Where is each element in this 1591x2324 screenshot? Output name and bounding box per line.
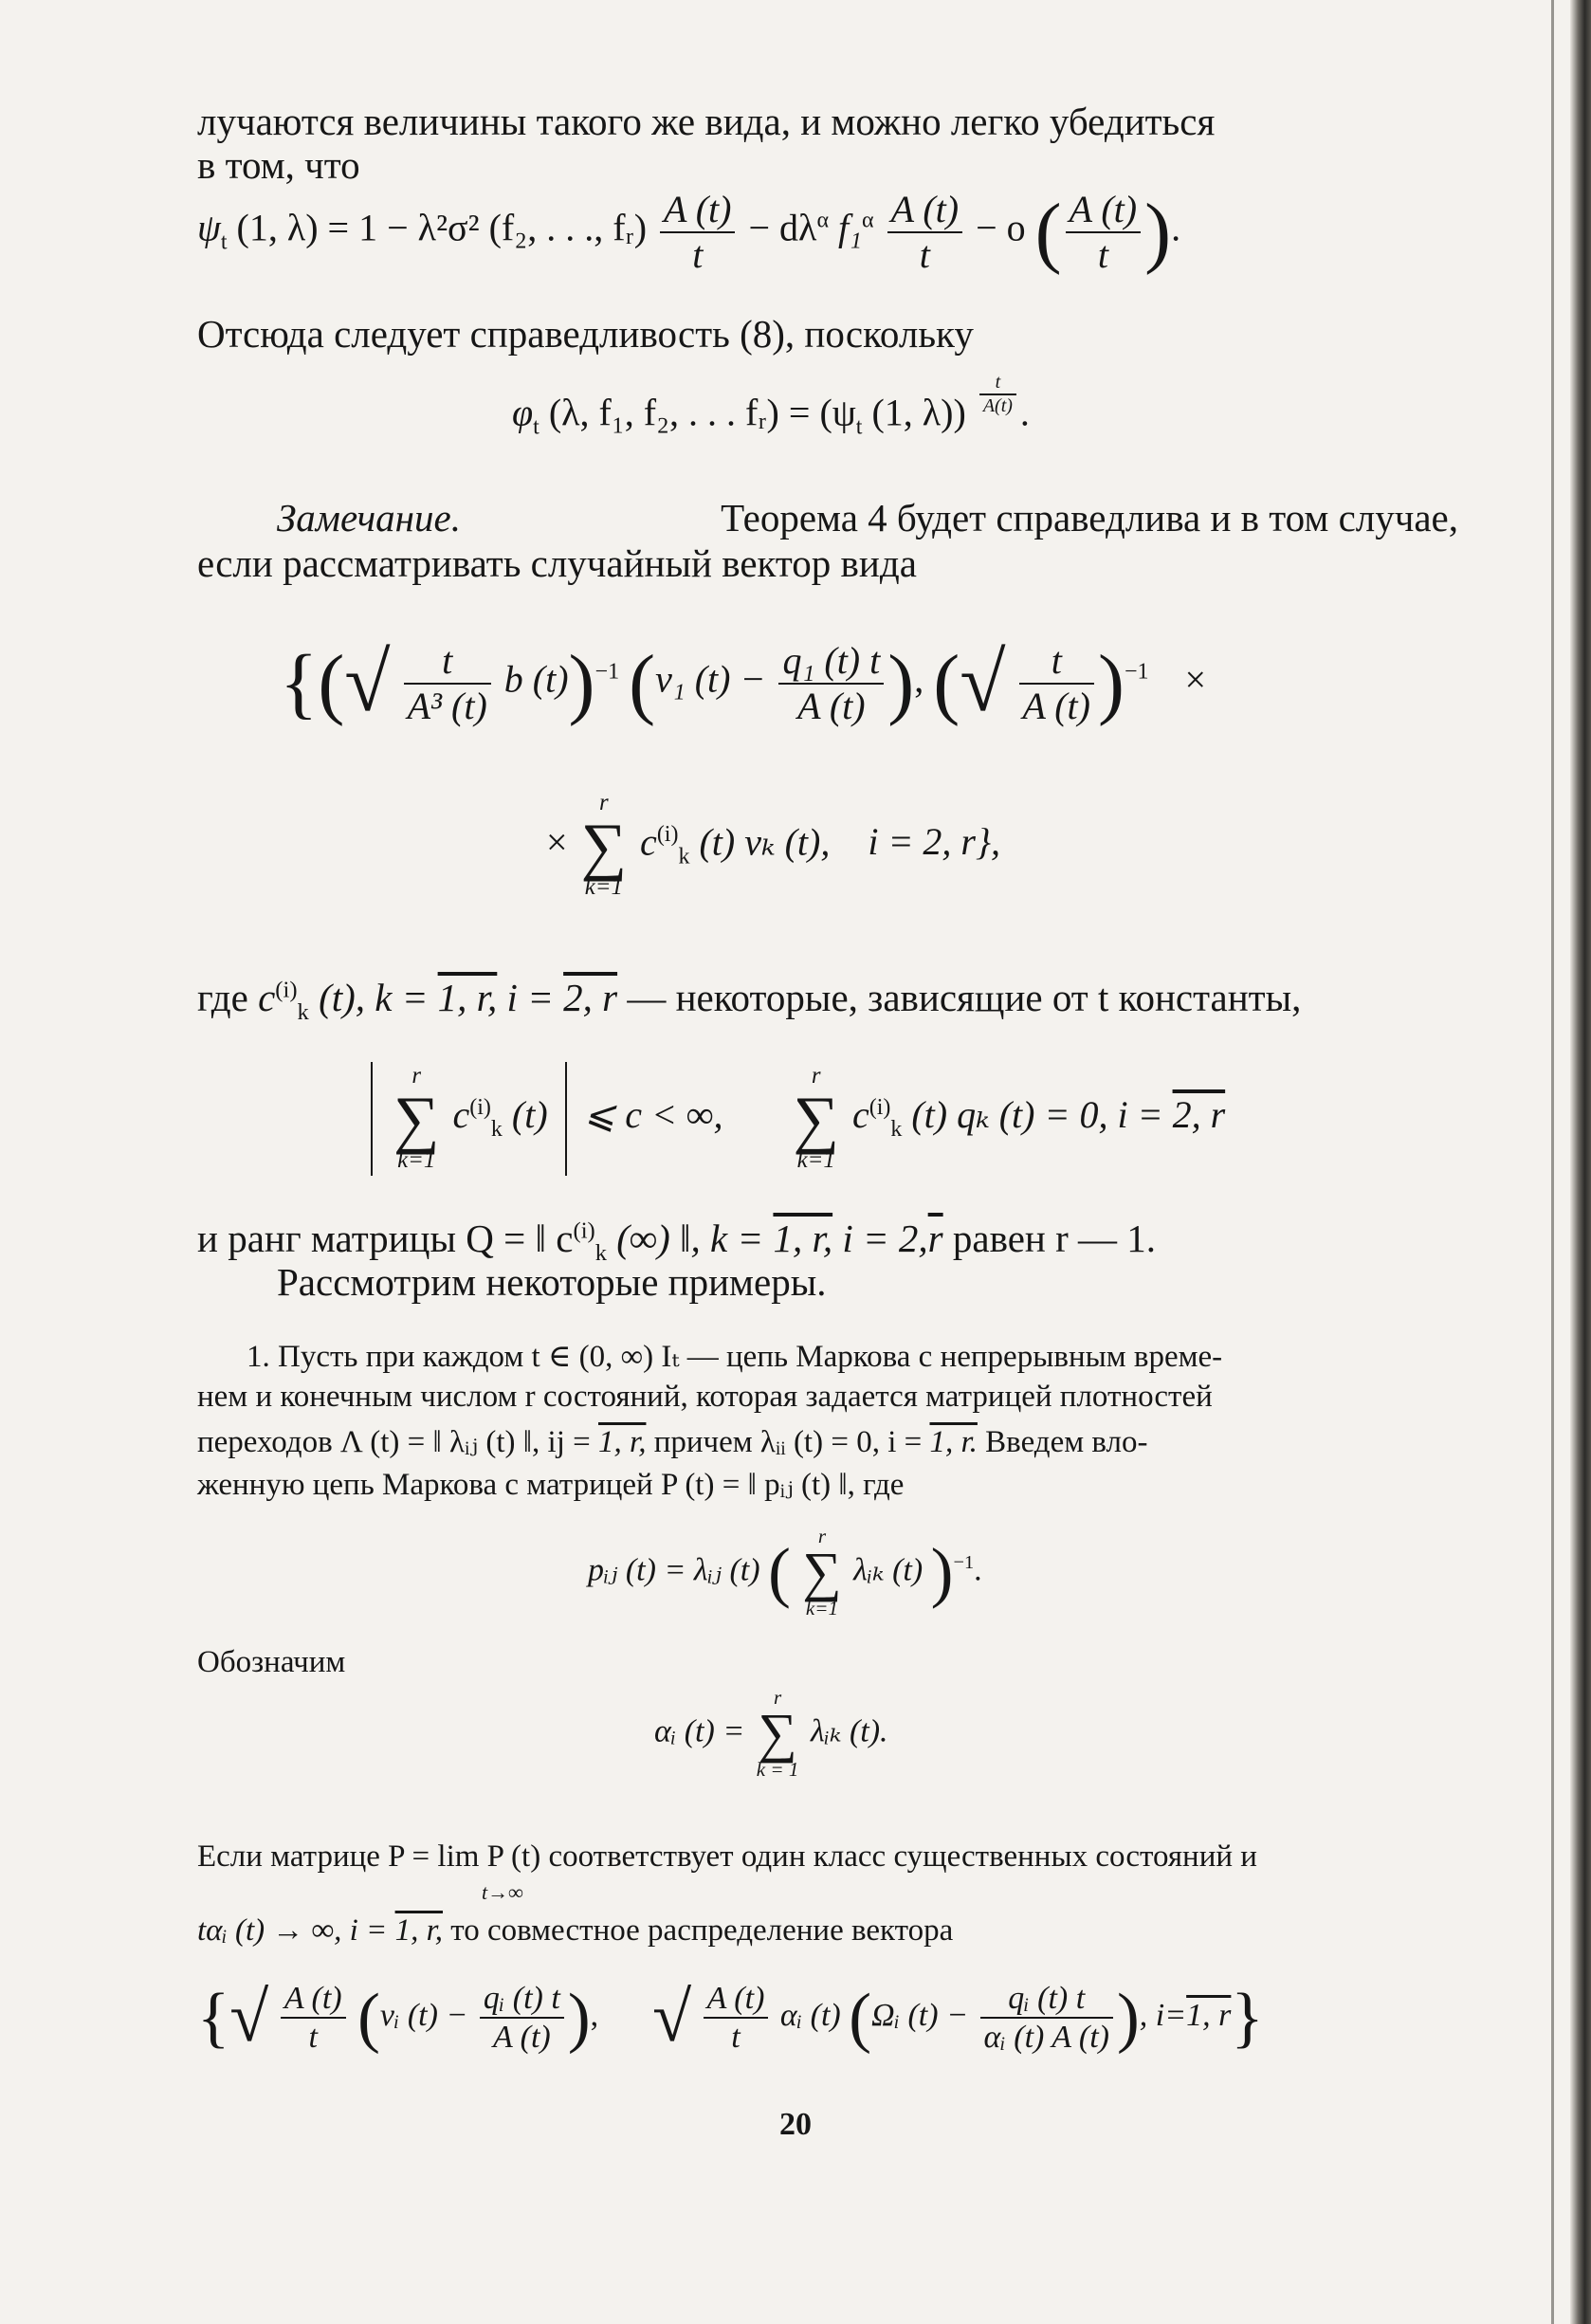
equation-vector-1: {(√ $\frac{t}{\text{A³ (t)}}$ b (t))$^{-1}$ (ν₁ (t) − $\frac{\text{q₁ (t) t}}{A (t)}$ ), (√ $\frac{t}{A (t)}$ )$^{-1}$ × xyxy=(280,637,1207,729)
page-binding-edge xyxy=(1570,0,1591,2324)
eq-sup: −1 xyxy=(953,1552,975,1573)
sum-lower: k = 1 xyxy=(756,1757,799,1781)
equation-last: {√ $\frac{A (t)}{t}$ (νᵢ (t) − $\frac{\text{qᵢ (t) t}}{A (t)}$ ), √ $\frac{A (t)}{t}$ αᵢ (t) (Ωᵢ (t) − $\frac{\text{qᵢ (t) t}}{\text{αᵢ (t) A (t)}}$ ), i=1, r} xyxy=(197,1978,1264,2057)
fraction-num: t xyxy=(1019,639,1094,685)
fraction xyxy=(778,639,884,728)
eq-text: − o xyxy=(976,206,1026,249)
eq-text: ν₁ (t) − xyxy=(655,657,766,701)
eq-text: i = 2, r}, xyxy=(868,820,1000,864)
sum-upper: r xyxy=(817,1525,827,1547)
eq-text: (∞) ‖, k = xyxy=(616,1217,764,1260)
fraction-den: t xyxy=(919,232,930,276)
remark-line: если рассматривать случайный вектор вида xyxy=(197,541,917,585)
eq-sup: −1 xyxy=(1124,659,1149,685)
equation-phi: $\varphi_t$ (λ, f₁, f₂, . . . fᵣ) = ($\psi_t$ (1, λ)) $\frac{t}{A(t)}$ . xyxy=(512,372,1030,440)
eq-sub: k xyxy=(678,844,690,869)
small-paragraph-line: женную цепь Маркова с матрицей P (t) = ‖ pᵢⱼ (t) ‖, где xyxy=(197,1468,905,1502)
remark-label: Замечание. xyxy=(277,496,461,540)
eq-text: то совместное распределение вектора xyxy=(450,1913,954,1948)
eq-text: где xyxy=(197,976,248,1019)
eq-sup: α xyxy=(862,208,874,233)
eq-range: 1, r, xyxy=(598,1425,647,1459)
eq-text: − dλ xyxy=(748,206,817,249)
eq-text: , i= xyxy=(1139,1997,1187,2033)
fraction-den: t xyxy=(308,2020,318,2055)
fraction-den: t xyxy=(731,2020,741,2055)
fraction-num: A (t) xyxy=(281,1980,346,2019)
eq-text: (1, λ) = 1 − λ²σ² (f₂, . . ., fᵣ) xyxy=(236,206,648,249)
eq-text: переходов Λ (t) = ‖ λᵢⱼ (t) ‖, ij = xyxy=(197,1425,591,1459)
sum-upper: r xyxy=(598,790,609,815)
small-paragraph-line xyxy=(197,1422,1147,1460)
sum-upper: r xyxy=(774,1686,782,1709)
eq-sup: −1 xyxy=(594,659,620,685)
page-edge-shadow xyxy=(1551,0,1554,2324)
text-line: лучаются величины такого же вида, и можно легко убедиться xyxy=(197,100,1216,143)
paragraph-line xyxy=(197,975,1301,1026)
eq-text: f₁ xyxy=(838,206,863,249)
fraction-den: A(t) xyxy=(982,395,1013,416)
eq-text: × xyxy=(1184,657,1207,701)
eq-sup: (i) xyxy=(869,1094,891,1120)
eq-sup: (i) xyxy=(656,821,679,847)
fraction-num: A (t) xyxy=(704,1980,769,2019)
fraction-den: A (t) xyxy=(797,684,866,727)
eq-text: i = 2, xyxy=(842,1217,928,1260)
fraction xyxy=(404,639,491,728)
eq-sup: (i) xyxy=(573,1217,595,1244)
eq-text: и ранг матрицы Q = ‖ c xyxy=(197,1217,574,1260)
sum-lower: k=1 xyxy=(805,1596,839,1619)
fraction-den: A (t) xyxy=(1022,684,1090,727)
fraction-den: αᵢ (t) A (t) xyxy=(983,2020,1109,2055)
eq-range: 1, r, xyxy=(437,976,498,1019)
eq-range: 1, r xyxy=(1186,1997,1232,2033)
sum-operator: r ∑ k=1 xyxy=(580,790,628,901)
eq-text: λᵢₖ (t). xyxy=(810,1713,888,1749)
sum-lower: k=1 xyxy=(397,1147,436,1174)
paragraph-line xyxy=(197,99,1458,144)
page-number: 20 xyxy=(779,2107,812,2142)
eq-text: b (t) xyxy=(503,657,569,701)
remark-text: Теорема 4 будет справедлива и в том случае, xyxy=(721,496,1458,540)
fraction xyxy=(704,1980,769,2056)
paragraph-line: Рассмотрим некоторые примеры. xyxy=(277,1260,827,1304)
eq-sub: k xyxy=(297,999,309,1026)
eq-sub: k xyxy=(890,1117,903,1143)
fraction-num: qᵢ (t) t xyxy=(980,1980,1113,2019)
eq-range: $\overline{r}$ xyxy=(927,1217,943,1260)
eq-sub: k xyxy=(490,1117,503,1143)
eq-text: αᵢ (t) = xyxy=(654,1713,745,1749)
eq-text: αᵢ (t) xyxy=(779,1997,841,2033)
eq-text: (t) xyxy=(511,1093,548,1137)
equation-p: pᵢⱼ (t) = λᵢⱼ (t) ( r ∑ k=1 λᵢₖ (t) )$^{-1}$. xyxy=(588,1525,982,1619)
eq-text: c xyxy=(258,976,276,1019)
paragraph-line: Обозначим xyxy=(197,1645,346,1679)
eq-range: 1, r, xyxy=(773,1217,833,1260)
eq-text: i = xyxy=(506,976,554,1019)
eq-sup: (i) xyxy=(275,977,298,1003)
equation-alpha xyxy=(654,1688,888,1780)
small-paragraph-line: 1. Пусть при каждом t ∈ (0, ∞) Iₜ — цепь Маркова с непрерывным време- xyxy=(247,1340,1223,1374)
fraction xyxy=(660,188,735,277)
fraction-num: t xyxy=(404,639,491,685)
fraction-num: A (t) xyxy=(660,188,735,233)
eq-text: c xyxy=(640,820,657,864)
eq-text: (λ, f₁, f₂, . . . fᵣ) = (ψ xyxy=(548,391,856,434)
fraction xyxy=(1019,639,1094,728)
eq-range: 2, r xyxy=(1172,1093,1226,1137)
equation-vector-2 xyxy=(546,792,1000,900)
eq-text: × xyxy=(546,820,568,864)
eq-text: равен r — 1. xyxy=(952,1217,1156,1260)
sum-operator: r ∑ k = 1 xyxy=(756,1686,799,1781)
sum-operator: r ∑ k=1 xyxy=(802,1525,842,1619)
eq-range: 1, r, xyxy=(394,1913,444,1948)
eq-text: c xyxy=(851,1093,869,1137)
sum-operator: r ∑ k=1 xyxy=(393,1062,440,1174)
eq-text: tαᵢ (t) → ∞, i = xyxy=(197,1913,388,1948)
eq-range: 2, r xyxy=(563,976,618,1019)
small-paragraph-line xyxy=(197,1913,953,1949)
eq-text: (t), k = xyxy=(319,976,429,1019)
paragraph-line: Отсюда следует справедливость (8), поскольку xyxy=(197,312,974,356)
eq-text: (t) νₖ (t), xyxy=(699,820,831,864)
eq-text: νᵢ (t) − xyxy=(379,1997,468,2033)
eq-range: 1, r. xyxy=(929,1425,978,1459)
eq-text: — некоторые, зависящие от t константы, xyxy=(627,976,1302,1019)
sum-lower: k=1 xyxy=(796,1147,835,1174)
equation-inequality xyxy=(363,1062,1225,1176)
fraction xyxy=(887,188,962,277)
eq-symbol: ψ xyxy=(197,206,221,249)
eq-text: Введем вло- xyxy=(985,1425,1148,1459)
eq-text: pᵢⱼ (t) = λᵢⱼ (t) xyxy=(588,1552,760,1588)
fraction-den: A³ (t) xyxy=(407,684,487,727)
fraction-den: A (t) xyxy=(492,2020,551,2055)
eq-text: (1, λ)) xyxy=(871,391,966,434)
equation-psi: $\psi_t$ (1, λ) = 1 − λ²σ² (f₂, . . ., fᵣ) $\frac{A (t)}{t}$ − $d\lambda^\alpha$ f₁$^\alpha$ $\frac{A (t)}{t}$ − o ( $\frac{A (t)}{t}$ ). xyxy=(197,187,1181,276)
fraction xyxy=(980,1980,1113,2056)
lim-subscript: t→∞ xyxy=(482,1880,523,1904)
eq-sup: (i) xyxy=(469,1094,491,1120)
eq-sub: k xyxy=(594,1240,608,1267)
paragraph-line: в том, что xyxy=(197,143,360,187)
fraction-num: qᵢ (t) t xyxy=(480,1980,564,2019)
eq-text: причем λᵢᵢ (t) = 0, i = xyxy=(653,1425,923,1459)
fraction-num: t xyxy=(979,372,1016,395)
sum-operator: r ∑ k=1 xyxy=(793,1062,839,1174)
small-paragraph-line: нем и конечным числом r состояний, которая задается матрицей плотностей xyxy=(197,1380,1213,1414)
fraction-num: A (t) xyxy=(1066,188,1141,233)
eq-text: λᵢₖ (t) xyxy=(853,1552,924,1588)
fraction-num: q₁ (t) t xyxy=(778,639,884,685)
sum-upper: r xyxy=(411,1062,422,1089)
fraction-den: t xyxy=(692,232,704,276)
remark-line xyxy=(277,495,1458,540)
eq-sup: α xyxy=(816,208,830,233)
fraction xyxy=(1066,188,1141,277)
eq-text: (t) qₖ (t) = 0, xyxy=(911,1093,1108,1137)
small-paragraph-line: Если матрице P = lim P (t) соответствует один класс существенных состояний и xyxy=(197,1839,1257,1874)
eq-symbol: φ xyxy=(512,391,534,434)
exponent-fraction xyxy=(979,372,1016,417)
eq-text: c xyxy=(452,1093,470,1137)
fraction xyxy=(480,1980,564,2056)
fraction xyxy=(281,1980,346,2056)
sum-upper: r xyxy=(811,1062,821,1089)
fraction-den: t xyxy=(1097,232,1108,276)
fraction-num: A (t) xyxy=(887,188,962,233)
eq-text: ⩽ c < ∞, xyxy=(583,1093,723,1137)
eq-text: i = xyxy=(1117,1093,1163,1137)
eq-text: Ωᵢ (t) − xyxy=(871,1997,969,2033)
sum-lower: k=1 xyxy=(584,874,623,901)
